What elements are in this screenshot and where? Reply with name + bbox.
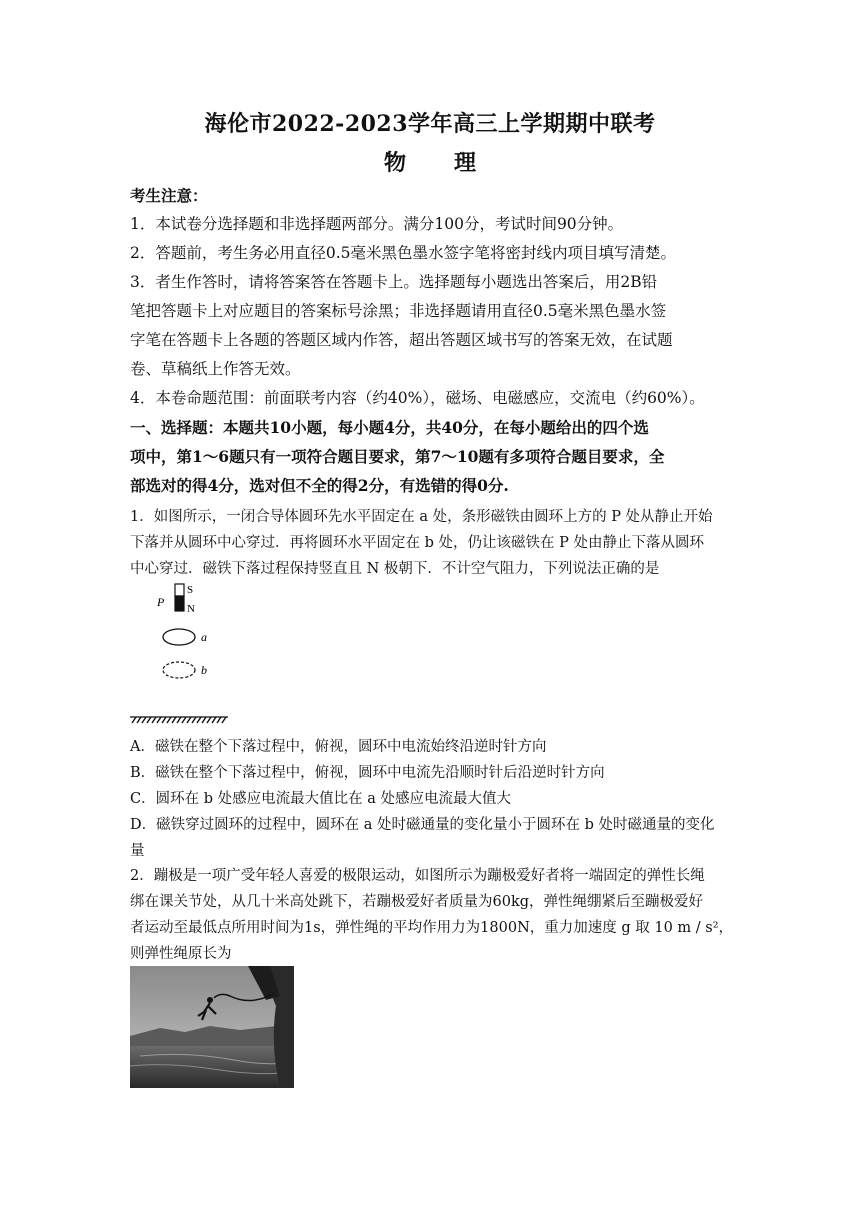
label-n: N [187, 603, 195, 615]
ground-hatch [130, 716, 230, 724]
question-1-option-c: C．圆环在 b 处感应电流最大值比在 a 处感应电流最大值大 [130, 791, 511, 807]
question-2-stem: 则弹性绳原长为 [130, 946, 232, 962]
exam-title: 海伦市2022-2023学年高三上学期期中联考 [204, 111, 656, 137]
notice-line: 2．答题前，考生务必用直径0.5毫米黑色墨水签字笔将密封线内项目填写清楚。 [130, 244, 677, 262]
question-1-option-a: A．磁铁在整个下落过程中，俯视，圆环中电流始终沿逆时针方向 [130, 739, 547, 755]
section-instruction: 部选对的得4分，选对但不全的得2分，有选错的得0分. [130, 476, 509, 495]
ring-b [163, 662, 195, 678]
notice-line: 字笔在答题卡上各题的答题区域内作答，超出答题区域书写的答案无效，在试题 [130, 331, 673, 349]
magnet-south-pole [175, 584, 184, 596]
notice-line: 笔把答题卡上对应题目的答案标号涂黑；非选择题请用直径0.5毫米黑色墨水签 [130, 302, 667, 320]
label-s: S [187, 584, 194, 596]
label-b: b [201, 663, 207, 677]
question-2-stem: 绑在课关节处，从几十米高处跳下，若蹦极爱好者质量为60kg，弹性绳绷紧后至蹦极爱好 [130, 894, 704, 910]
label-p: P [157, 595, 165, 609]
question-1-option-d-cont: 量 [130, 843, 145, 859]
section-instruction: 项中，第1～6题只有一项符合题目要求，第7～10题有多项符合题目要求，全 [130, 447, 665, 466]
question-1-stem: 下落并从圆环中心穿过．再将圆环水平固定在 b 处，仍让该磁铁在 P 处由静止下落从圆环 [130, 535, 704, 551]
question-1-stem: 1．如图所示，一闭合导体圆环先水平固定在 a 处，条形磁铁由圆环上方的 P 处从静止开始 [130, 509, 713, 525]
section-instruction: 一、选择题：本题共10小题，每小题4分，共40分，在每小题给出的四个选 [130, 418, 649, 437]
notice-heading: 考生注意： [130, 186, 208, 205]
question-1-stem: 中心穿过．磁铁下落过程保持竖直且 N 极朝下．不计空气阻力，下列说法正确的是 [130, 561, 660, 577]
notice-line: 1．本试卷分选择题和非选择题两部分。满分100分，考试时间90分钟。 [130, 215, 624, 233]
notice-line: 卷、草稿纸上作答无效。 [130, 360, 301, 378]
magnet-ring-figure [152, 582, 242, 682]
magnet-north-pole [175, 596, 184, 611]
question-2-stem: 2．蹦极是一项广受年轻人喜爱的极限运动，如图所示为蹦极爱好者将一端固定的弹性长绳 [130, 868, 705, 884]
label-a: a [201, 630, 207, 644]
notice-line: 4．本卷命题范围：前面联考内容（约40%），磁场、电磁感应，交流电（约60%）。 [130, 389, 705, 407]
bungee-photo [130, 966, 294, 1088]
question-1-option-b: B．磁铁在整个下落过程中，俯视，圆环中电流先沿顺时针后沿逆时针方向 [130, 765, 605, 781]
notice-line: 3．者生作答时，请将答案答在答题卡上。选择题每小题选出答案后，用2B铅 [130, 273, 658, 291]
question-2-stem: 者运动至最低点所用时间为1s，弹性绳的平均作用力为1800N，重力加速度 g 取 10 m / s²， [130, 920, 734, 936]
subject-title: 物理 [383, 150, 524, 176]
ring-a [163, 629, 195, 645]
question-1-option-d: D．磁铁穿过圆环的过程中，圆环在 a 处时磁通量的变化量小于圆环在 b 处时磁通量的变化 [130, 817, 715, 833]
